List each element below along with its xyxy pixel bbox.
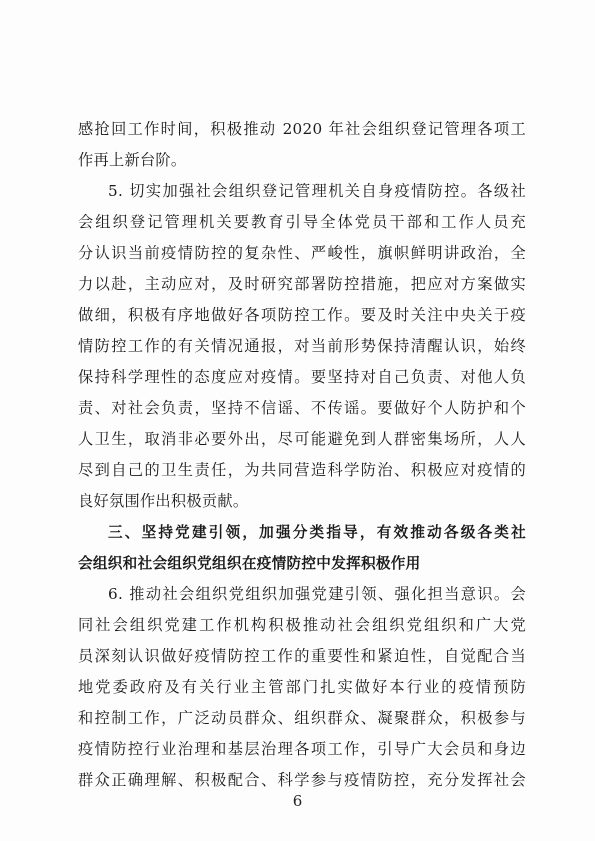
- text-line: 群众正确理解、积极配合、科学参与疫情防控，充分发挥社会: [78, 771, 526, 789]
- text-line: 作再上新台阶。: [78, 151, 187, 169]
- text-line: 力以赴，主动应对，及时研究部署防控措施，把应对方案做实: [78, 275, 526, 293]
- text-line: 同社会组织党建工作机构积极推动社会组织党组织和广大党: [78, 616, 526, 634]
- text-line: 分认识当前疫情防控的复杂性、严峻性，旗帜鲜明讲政治，全: [78, 244, 526, 262]
- text-line: 5. 切实加强社会组织登记管理机关自身疫情防控。各级社: [108, 182, 526, 200]
- text-line: 会组织登记管理机关要教育引导全体党员干部和工作人员充: [78, 213, 526, 231]
- body-text: [78, 114, 526, 796]
- text-line: 员深刻认识做好疫情防控工作的重要性和紧迫性，自觉配合当: [78, 647, 526, 665]
- text-line: 三、坚持党建引领，加强分类指导，有效推动各级各类社: [108, 524, 526, 541]
- text-line: 情防控工作的有关情况通报，对当前形势保持清醒认识，始终: [78, 337, 526, 355]
- page-number: 6: [292, 792, 303, 810]
- text-line: 会组织和社会组织党组织在疫情防控中发挥积极作用: [78, 555, 421, 572]
- text-line: 和控制工作，广泛动员群众、组织群众、凝聚群众，积极参与: [78, 709, 526, 727]
- text-line: 感抢回工作时间，积极推动 2020 年社会组织登记管理各项工: [78, 120, 526, 138]
- text-line: 做细，积极有序地做好各项防控工作。要及时关注中央关于疫: [78, 306, 526, 324]
- text-line: 地党委政府及有关行业主管部门扎实做好本行业的疫情预防: [78, 678, 526, 696]
- text-line: 尽到自己的卫生责任，为共同营造科学防治、积极应对疫情的: [78, 461, 526, 479]
- text-line: 保持科学理性的态度应对疫情。要坚持对自己负责、对他人负: [78, 368, 526, 386]
- text-line: 疫情防控行业治理和基层治理各项工作，引导广大会员和身边: [78, 740, 526, 758]
- text-line: 责、对社会负责，坚持不信谣、不传谣。要做好个人防护和个: [78, 399, 526, 417]
- text-line: 6. 推动社会组织党组织加强党建引领、强化担当意识。会: [108, 585, 526, 603]
- text-line: 良好氛围作出积极贡献。: [78, 492, 249, 510]
- text-line: 人卫生，取消非必要外出，尽可能避免到人群密集场所，人人: [78, 430, 526, 448]
